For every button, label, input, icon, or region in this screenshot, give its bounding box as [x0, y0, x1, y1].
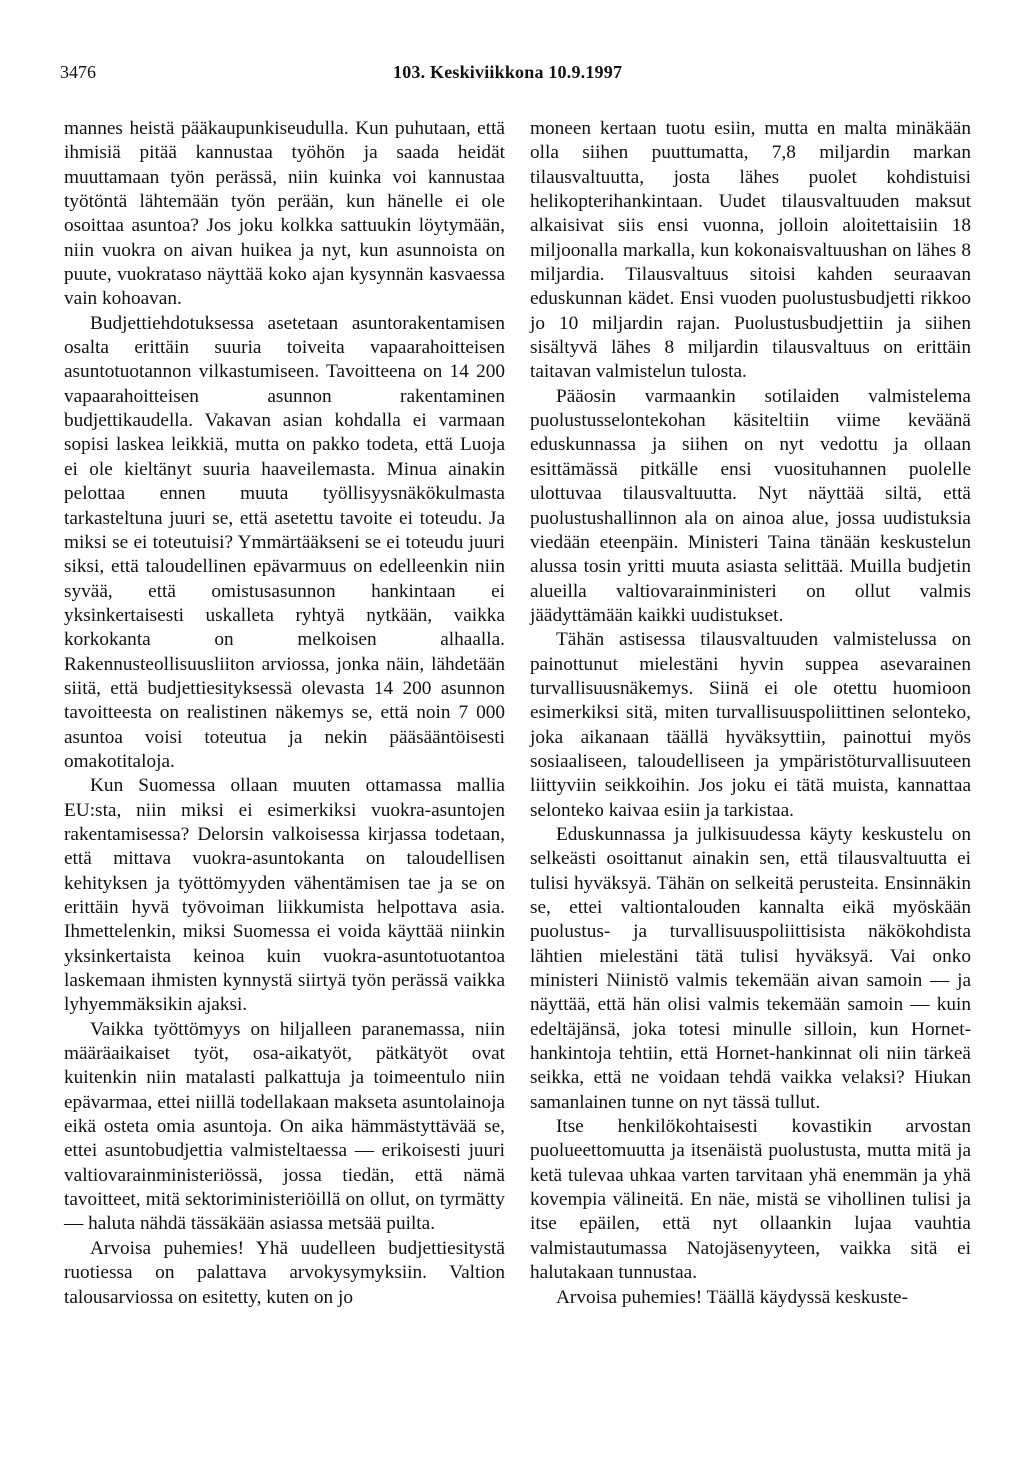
- paragraph: Vaikka työttömyys on hiljalleen paranemassa, niin määräaikaiset työt, osa-aikatyöt, pätkätyöt ovat kuitenkin niin matalasti palkattuja ja toimeentulo niin epävarmaa, ettei niillä todellakaan makseta asuntolainoja eikä osteta omia asuntoja. On aika hämmästyttävää se, ettei asuntobudjettia valmisteltaessa — erikoisesti juuri valtiovarainministeriössä, jossa tiedän, että nämä tavoitteet, mitä sektoriministeriöillä on ollut, on tyrmätty — haluta nähdä tässäkään asiassa metsää puilta.: [64, 1018, 505, 1235]
- paragraph: mannes heistä pääkaupunkiseudulla. Kun puhutaan, että ihmisiä pitää kannustaa työhön ja saada heidät muuttamaan työn perässä, niin kuinka voi kannustaa työtöntä lähtemään työn perään, kun hänelle ei ole osoittaa asuntoa? Jos joku kolkka sattuukin löytymään, niin vuokra on aivan huikea ja nyt, kun asunnoista on puute, vuokrataso näyttää koko ajan kysynnän kasvaessa vain kohoavan.: [64, 118, 505, 310]
- page-number: 3476: [60, 62, 96, 82]
- page-header: [60, 62, 960, 90]
- paragraph: Itse henkilökohtaisesti kovastikin arvostan puolueettomuutta ja itsenäistä puolustusta, mutta mitä ja ketä tulevaa uhkaa varten tarvitaan yhä enemmän ja yhä kovempia välineitä. En näe, mistä se vihollinen tulisi ja itse epäilen, että nyt ollaankin lujaa vauhtia valmistautumassa Natojäsenyyteen, vaikka sitä ei halutakaan tunnustaa.: [530, 1116, 971, 1284]
- paragraph: Tähän astisessa tilausvaltuuden valmistelussa on painottunut mielestäni hyvin suppea asevarainen turvallisuusnäkemys. Siinä ei ole otettu huomioon esimerkiksi sitä, miten turvallisuuspoliittinen selonteko, joka aikanaan täällä hyväksyttiin, painottui myös sosiaaliseen, taloudelliseen ja ympäristöturvallisuuteen liittyviin seikkoihin. Jos joku ei tätä muista, kannattaa selonteko kaivaa esiin ja tarkistaa.: [530, 629, 971, 821]
- paragraph: Arvoisa puhemies! Yhä uudelleen budjettiesitystä ruotiessa on palattava arvokysymyksiin. Valtion talousarviossa on esitetty, kuten on jo: [64, 1237, 505, 1308]
- paragraph: Kun Suomessa ollaan muuten ottamassa mallia EU:sta, niin miksi ei esimerkiksi vuokra-asuntojen rakentamisessa? Delorsin valkoisessa kirjassa todetaan, että mittava vuokra-asuntokanta on taloudellisen kehityksen ja työttömyyden vähentämisen tae ja se on erittäin hyvä työvoiman liikkumista helpottava asia. Ihmettelenkin, miksi Suomessa ei voida käyttää niinkin yksinkertaista keinoa kuin vuokra-asuntotuotantoa laskemaan ihmisten kynnystä siirtyä työn perässä vaikka lyhyemmäksikin ajaksi.: [64, 775, 505, 1016]
- paragraph: Budjettiehdotuksessa asetetaan asuntorakentamisen osalta erittäin suuria toiveita vapaarahoitteisen asuntotuotannon vilkastumiseen. Tavoitteena on 14 200 vapaarahoitteisen asunnon rakentaminen budjettikaudella. Vakavan asian kohdalla ei varmaan sopisi laskea leikkiä, mutta on pakko todeta, että Luoja ei ole kieltänyt suuria haaveilemasta. Minua ainakin pelottaa ennen muuta työllisyysnäkökulmasta tarkasteltuna juuri se, että asetettu tavoite ei toteudu. Ja miksi se ei toteutuisi? Ymmärtääkseni se ei toteudu juuri siksi, että taloudellinen epävarmuus on edelleenkin niin syvää, että omistusasunnon hankintaan ei yksinkertaisesti uskalleta ryhtyä nytkään, vaikka korkokanta on melkoisen alhaalla. Rakennusteollisuusliiton arviossa, jonka näin, lähdetään siitä, että budjettiesityksessä olevasta 14 200 asunnon tavoitteesta on realistinen näkemys se, että noin 7 000 asuntoa voisi toteutua ja nekin pääsääntöisesti omakotitaloja.: [64, 312, 505, 772]
- running-head: 103. Keskiviikkona 10.9.1997: [393, 62, 623, 82]
- paragraph: moneen kertaan tuotu esiin, mutta en malta minäkään olla siihen puuttumatta, 7,8 miljardin markan tilausvaltuutta, josta lähes puolet kohdistuisi helikopterihankintaan. Uudet tilausvaltuuden maksut alkaisivat siis ensi vuonna, jolloin aloitettaisiin 18 miljoonalla markalla, kun kokonaisvaltuushan on lähes 8 miljardia. Tilausvaltuus sitoisi kahden seuraavan eduskunnan kädet. Ensi vuoden puolustusbudjetti rikkoo jo 10 miljardin rajan. Puolustusbudjettiin ja siihen sisältyvä lähes 8 miljardin tilausvaltuus on erittäin taitavan valmistelun tulosta.: [530, 118, 971, 383]
- paragraph: Pääosin varmaankin sotilaiden valmistelema puolustusselontekohan käsiteltiin viime keväänä eduskunnassa ja siihen on nyt vedottu ja ollaan esittämässä pitkälle ensi vuosituhannen puolelle ulottuvaa tilausvaltuutta. Nyt näyttää siltä, että puolustushallinnon ala on ainoa alue, jossa uudistuksia viedään eteenpäin. Ministeri Taina tänään keskustelun alussa tosin yritti muuta asiasta selittää. Muilla budjetin alueilla valtiovarainministeri on ollut valmis jäädyttämään kaikki uudistukset.: [530, 385, 971, 626]
- paragraph: Eduskunnassa ja julkisuudessa käyty keskustelu on selkeästi osoittanut ainakin sen, että tilausvaltuutta ei tulisi hyväksyä. Tähän on selkeitä perusteita. Ensinnäkin se, ettei valtiontalouden kannalta eikä myöskään puolustus- ja turvallisuuspoliittisista näkökohdista lähtien mielestäni tätä tulisi hyväksyä. Vai onko ministeri Niinistö valmis tekemään aivan samoin — ja näyttää, että hän olisi valmis tekemään samoin — kuin edeltäjänsä, joka totesi minulle silloin, kun Hornet-hankintoja tehtiin, että Hornet-hankinnat oli niin tärkeä seikka, että ne voidaan tehdä vaikka velaksi? Hiukan samanlainen tunne on nyt tässä tullut.: [530, 823, 971, 1113]
- paragraph: Arvoisa puhemies! Täällä käydyssä keskuste-: [556, 1286, 908, 1308]
- right-column: [530, 117, 971, 1310]
- left-column: [64, 117, 505, 1310]
